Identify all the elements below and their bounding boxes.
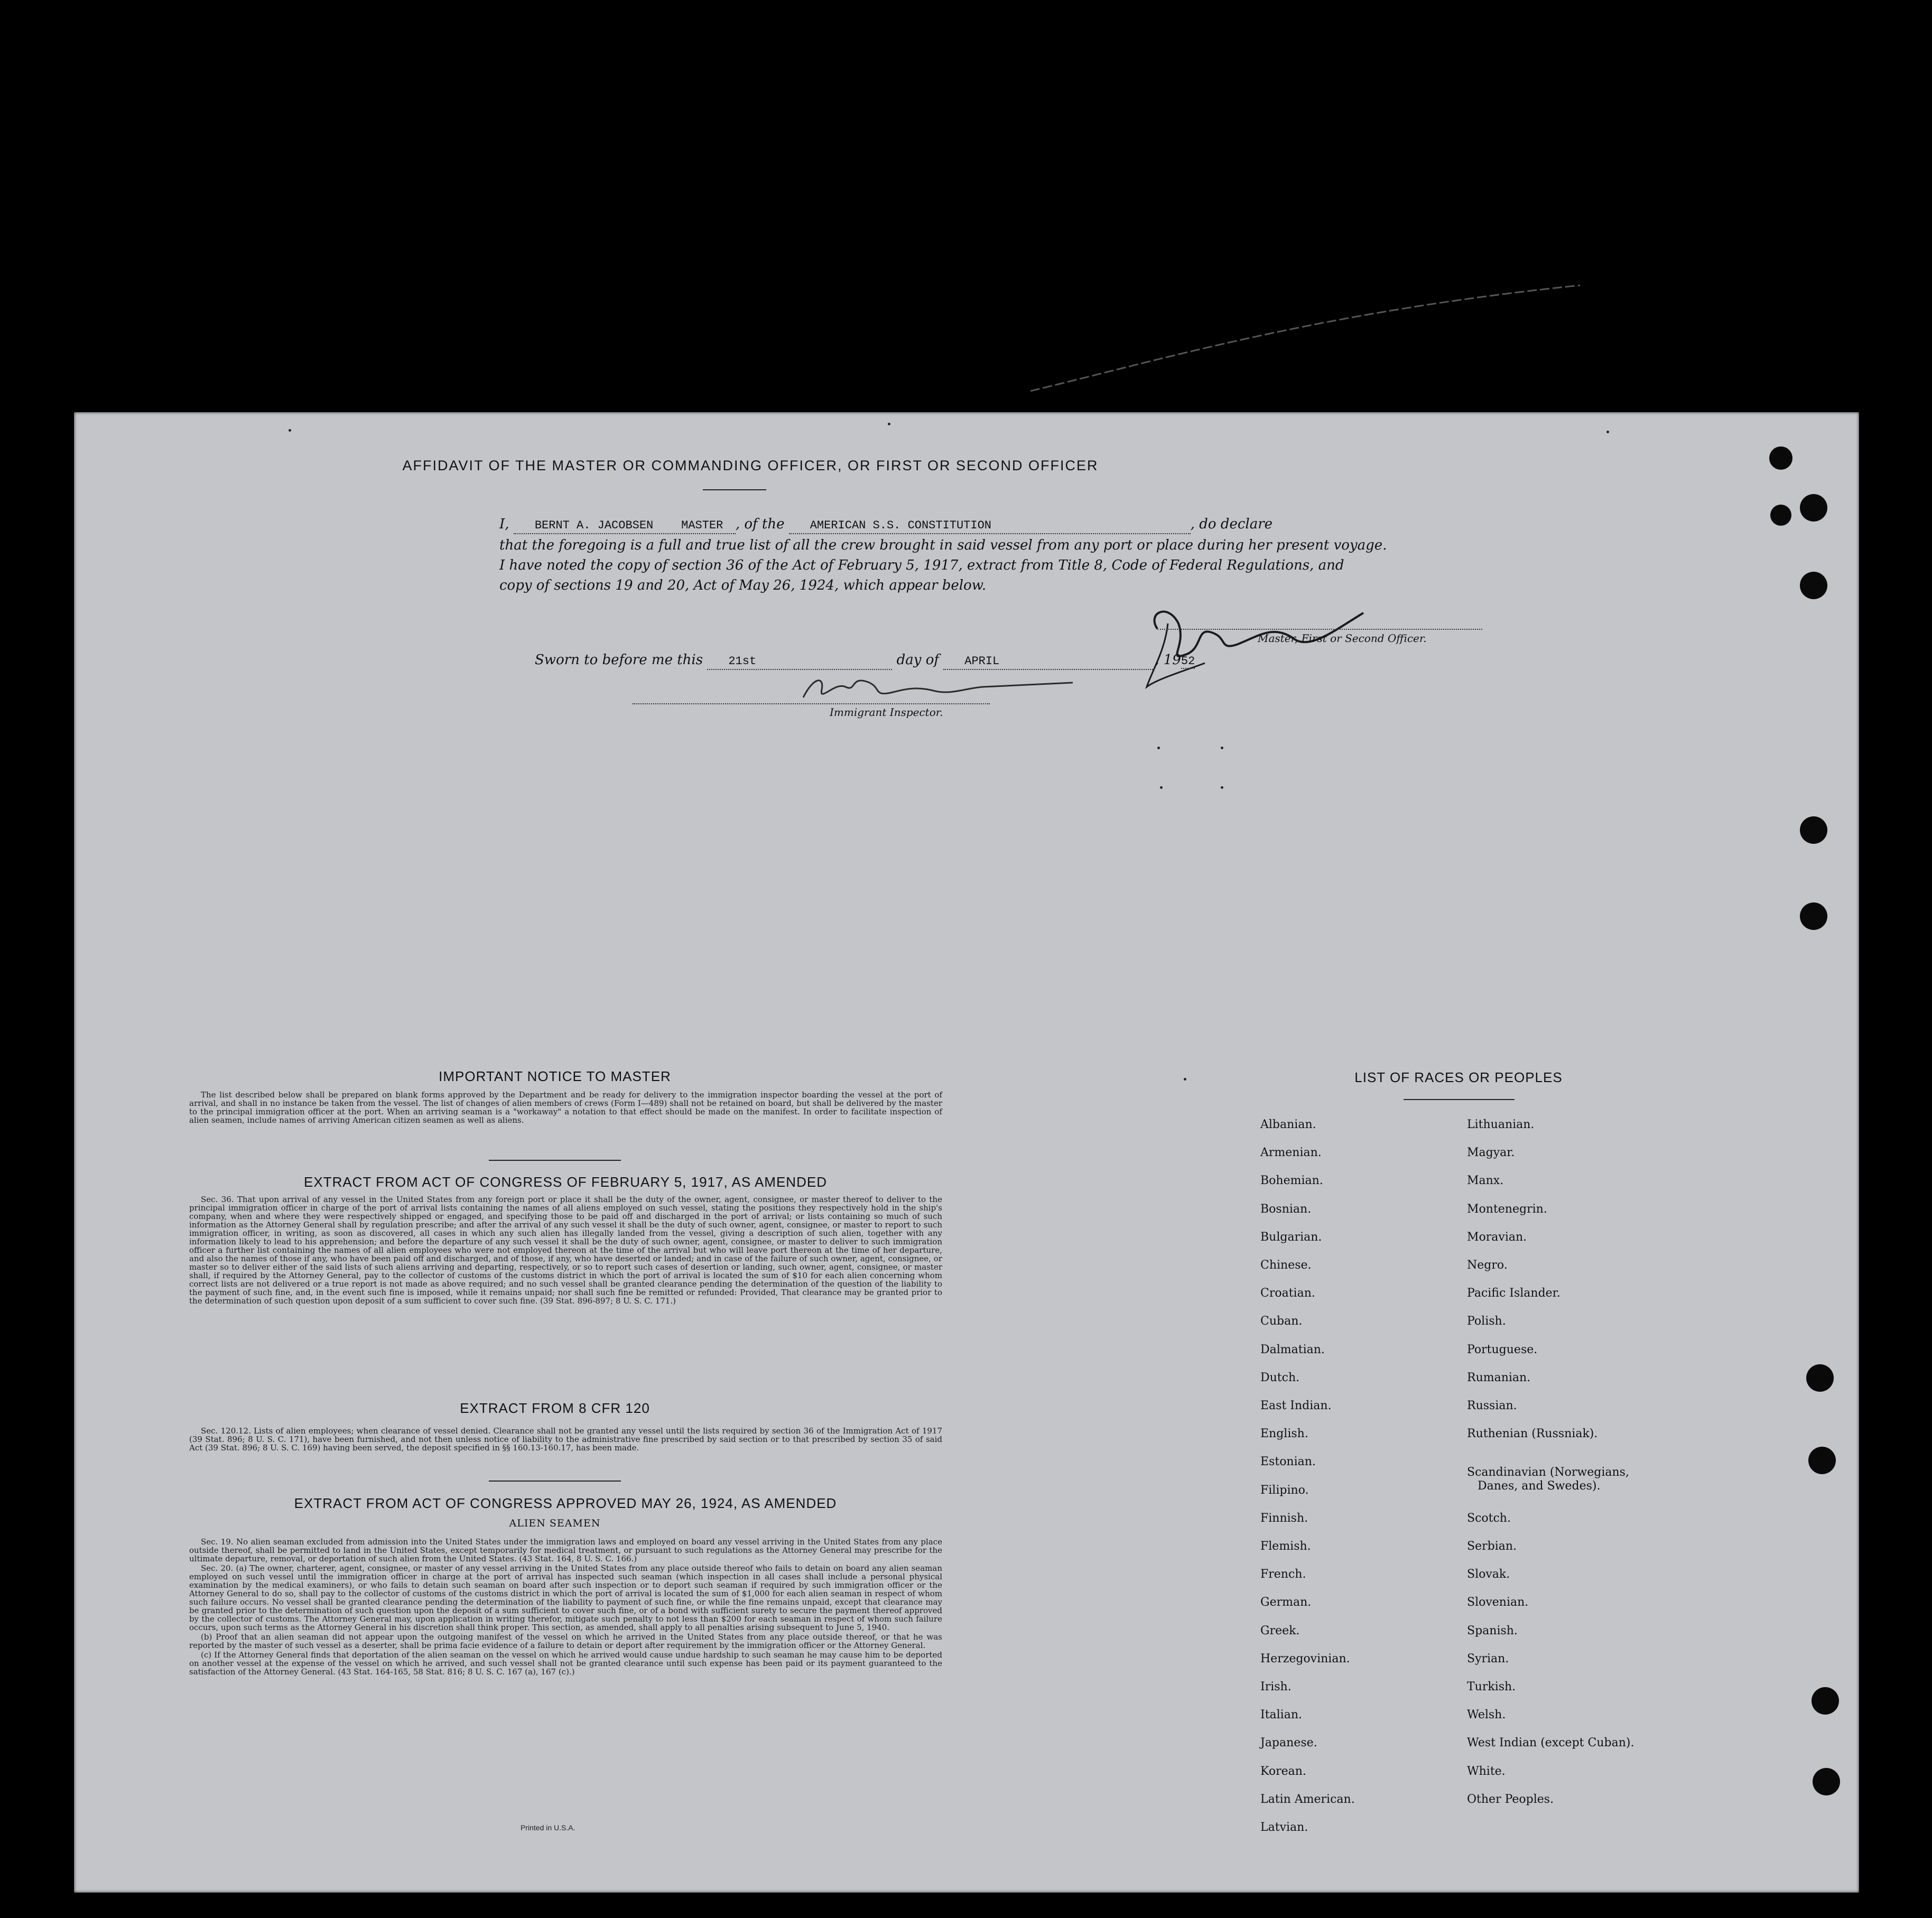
binder-hole — [1800, 816, 1827, 844]
stray-wire — [1030, 280, 1585, 396]
declaration-prefix: I, — [499, 516, 509, 532]
race-item: English. — [1260, 1427, 1308, 1440]
race-item: Negro. — [1467, 1259, 1508, 1272]
extract-1917-title: EXTRACT FROM ACT OF CONGRESS OF FEBRUARY 5, 1917, AS AMENDED — [304, 1174, 827, 1190]
race-item: Montenegrin. — [1467, 1203, 1547, 1216]
race-item: Bulgarian. — [1260, 1231, 1322, 1244]
sec-20b-paragraph: (b) Proof that an alien seaman did not appear upon the outgoing manifest of the vessel on which he arrived in the United States from any place outside thereof, or that he was reported by the master of such vessel as a deserter, shall be prima facie evidence of a failure to detain or deport after requirement by the immigration officer or the Attorney General. — [189, 1632, 942, 1650]
binder-hole — [1800, 494, 1827, 522]
printed-in-usa: Printed in U.S.A. — [521, 1823, 575, 1832]
binder-hole — [1808, 1447, 1836, 1474]
binder-hole — [1806, 1364, 1834, 1392]
declaration-suffix: , do declare — [1190, 516, 1273, 532]
race-item: Flemish. — [1260, 1540, 1311, 1553]
sworn-year: 52 — [1181, 655, 1195, 668]
notice-title: IMPORTANT NOTICE TO MASTER — [439, 1068, 671, 1084]
race-item: Moravian. — [1467, 1231, 1527, 1244]
race-item: Russian. — [1467, 1399, 1517, 1412]
notice-paragraph: The list described below shall be prepared on blank forms approved by the Department and be ready for delivery to the immigration inspector boarding the vessel at the port of arrival, and shall in no instance be taken from the vessel. The list of changes of alien members of crews (Form I—489) shall not be retained on board, but shall be delivered by the master to the principal immigration officer at the port. When an arriving seaman is a "workaway" a notation to that effect should be made on the manifest. In order to facilitate inspection of alien seamen, include names of arriving American citizen seamen as well as aliens. — [189, 1090, 942, 1125]
binder-hole — [1770, 505, 1791, 526]
race-item: White. — [1467, 1765, 1506, 1778]
sec-20c-paragraph: (c) If the Attorney General finds that deportation of the alien seaman on the vessel on which he arrived would cause undue hardship to such seaman he may cause him to be deported on another vessel at the expense of the vessel on which he arrived, and such vessel shall not be granted clearance until such expense has been paid or its payment guaranteed to the satisfaction of the Attorney General. (43 Stat. 164-165, 58 Stat. 816; 8 U. S. C. 167 (a), 167 (c).) — [189, 1650, 942, 1677]
sworn-month: APRIL — [964, 655, 1000, 668]
race-item: Scandinavian (Norwegians, — [1467, 1466, 1629, 1479]
cfr-paragraph: Sec. 120.12. Lists of alien employees; when clearance of vessel denied. Clearance shall not be granted any vessel until the lists required by section 36 of the Immigration Act of 1917 (39 Stat. 896; 8 U. S. C. 171), have been furnished, and not then unless notice of liability to the administrative fine prescribed by said section or to that prescribed by section 35 of said Act (39 Stat. 896; 8 U. S. C. 169) having been served, the deposit specified in §§ 160.13-160.17, has been made. — [189, 1426, 942, 1453]
cfr-title: EXTRACT FROM 8 CFR 120 — [460, 1400, 650, 1416]
races-rule — [1404, 1099, 1515, 1100]
paper-speck — [1221, 786, 1223, 789]
declaration-line-4: copy of sections 19 and 20, Act of May 26, 1924, which appear below. — [499, 578, 987, 593]
sworn-year-prefix: , 19 — [1155, 652, 1181, 668]
paper-speck — [1606, 431, 1609, 433]
paper-speck — [1157, 747, 1160, 749]
declaration-line-2: that the foregoing is a full and true list of all the crew brought in said vessel from any port or place during her present voyage. — [499, 537, 1387, 553]
race-item: Finnish. — [1260, 1512, 1308, 1525]
race-item: West Indian (except Cuban). — [1467, 1736, 1634, 1749]
cfr-text — [189, 1427, 942, 1453]
race-item: Manx. — [1467, 1174, 1504, 1187]
title-rule — [703, 489, 766, 490]
master-signature — [1136, 592, 1400, 697]
binder-hole — [1800, 902, 1827, 930]
race-item: Bosnian. — [1260, 1203, 1312, 1216]
master-signature-line — [1157, 629, 1482, 630]
race-item: German. — [1260, 1596, 1312, 1609]
race-item: Estonian. — [1260, 1455, 1316, 1468]
race-item: Magyar. — [1467, 1146, 1515, 1159]
race-item: Cuban. — [1260, 1315, 1303, 1328]
race-item: Polish. — [1467, 1315, 1506, 1328]
sworn-day: 21st — [728, 655, 757, 668]
officer-rank: MASTER — [681, 519, 723, 532]
race-item: Syrian. — [1467, 1652, 1509, 1665]
extract-1924-text — [189, 1538, 942, 1677]
paper-speck — [1221, 747, 1223, 749]
race-item: Dalmatian. — [1260, 1343, 1325, 1356]
race-item: Chinese. — [1260, 1259, 1312, 1272]
races-title: LIST OF RACES OR PEOPLES — [1354, 1069, 1563, 1085]
vessel-field — [789, 518, 1191, 534]
race-item: Slovak. — [1467, 1568, 1510, 1581]
declaration-line-1 — [499, 516, 1493, 534]
paper-speck — [1160, 786, 1163, 789]
race-item: Bohemian. — [1260, 1174, 1323, 1187]
race-item: Danes, and Swedes). — [1478, 1479, 1601, 1493]
sworn-prefix: Sworn to before me this — [535, 652, 703, 668]
race-item: Latvian. — [1260, 1821, 1308, 1834]
race-item: Pacific Islander. — [1467, 1287, 1561, 1300]
extract-1917-text — [189, 1195, 942, 1306]
extract-1917-paragraph: Sec. 36. That upon arrival of any vessel in the United States from any foreign port or place it shall be the duty of the owner, agent, consignee, or master thereof to deliver to the principal immigration officer in charge of the port of arrival lists containing the names of all aliens employed on such vessel, stating the positions they respectively hold in the ship's company, when and where they were respectively shipped or engaged, and specifying those to be paid off and discharged in the port of arrival; or lists containing so much of such information as the Attorney General shall by regulation prescribe; and after the arrival of any such vessel it shall be the duty of such owner, agent, consignee, or master to report to such immigration officer, in writing, as soon as discovered, all cases in which any such alien has illegally landed from the vessel, giving a description of such alien, together with any information likely to lead to his apprehension; and before the departure of any such vessel it shall be the duty of such owner, agent, consignee, or master to deliver to such immigration officer a further list containing the names of all alien employees who were not employed thereon at the time of the arrival but who will leave port thereon at the time of her departure, and also the names of those if any, who have been paid off and discharged, and of those, if any, who have deserted or landed; and in case of the failure of such owner, agent, consignee, or master so to deliver either of the said lists of such aliens arriving and departing, respectively, or so to report such cases of desertion or landing, such owner, agent, consignee, or master shall, if required by the Attorney General, pay to the collector of customs of the customs district in which the port of arrival is located the sum of $10 for each alien concerning whom correct lists are not delivered or a true report is not made as above required; and no such vessel shall be granted clearance pending the determination of the question of the liability to the payment of such fine, and, in the event such fine is imposed, while it remains unpaid; nor shall such fine be remitted or refunded: Provided, That clearance may be granted prior to the determination of such question upon deposit of a sum sufficient to cover such fine. (39 Stat. 896-897; 8 U. S. C. 171.) — [189, 1195, 942, 1306]
notice-text — [189, 1091, 942, 1125]
race-item: Dutch. — [1260, 1371, 1300, 1384]
race-item: Filipino. — [1260, 1484, 1309, 1497]
binder-hole — [1812, 1687, 1839, 1715]
race-item: Armenian. — [1260, 1146, 1322, 1159]
officer-name: BERNT A. JACOBSEN — [534, 519, 654, 532]
affidavit-title: AFFIDAVIT OF THE MASTER OR COMMANDING OFFICER, OR FIRST OR SECOND OFFICER — [402, 458, 1099, 473]
race-item: Welsh. — [1467, 1708, 1506, 1721]
race-item: Portuguese. — [1467, 1343, 1538, 1356]
sec-20a-paragraph: Sec. 20. (a) The owner, charterer, agent, consignee, or master of any vessel arriving in the United States from any place outside thereof who fails to detain on board any alien seaman employed on such vessel until the immigration officer in charge at the port of arrival has inspected such seaman (which inspection in all cases shall include a personal physical examination by the medical examiners), or who fails to detain such seaman on board after such inspection or to deport such seaman if required by such immigration officer or the Attorney General to do so, shall pay to the collector of customs of the customs district in which the port of arrival is located the sum of $1,000 for each alien seaman in respect of whom such failure occurs. No vessel shall be granted clearance pending the determination of the liability to payment of such fine, or while the fine remains unpaid, except that clearance may be granted prior to the determination of such question upon the deposit of a sum sufficient to cover such fine, or of a bond with sufficient surety to secure the payment thereof approved by the collector of customs. The Attorney General may, upon application in writing therefor, mitigate such penalty to not less than $200 for each seaman in respect of whom such failure occurs, upon such terms as the Attorney General in his discretion shall think proper. This section, as amended, shall apply to all penalties arising subsequent to June 5, 1940. — [189, 1563, 942, 1632]
race-item: Serbian. — [1467, 1540, 1517, 1553]
paper-speck — [289, 429, 291, 432]
vessel-name: AMERICAN S.S. CONSTITUTION — [810, 519, 991, 532]
race-item: Croatian. — [1260, 1287, 1315, 1300]
race-item: French. — [1260, 1568, 1306, 1581]
race-item: Ruthenian (Russniak). — [1467, 1427, 1598, 1440]
race-item: Other Peoples. — [1467, 1793, 1554, 1806]
extract-1924-title: EXTRACT FROM ACT OF CONGRESS APPROVED MAY 26, 1924, AS AMENDED — [294, 1495, 837, 1511]
race-item: Latin American. — [1260, 1793, 1355, 1806]
cfr-rule — [489, 1481, 621, 1482]
inspector-caption: Immigrant Inspector. — [830, 706, 943, 719]
binder-hole — [1800, 572, 1827, 599]
paper-speck — [888, 423, 890, 425]
extract-1924-subtitle: ALIEN SEAMEN — [509, 1517, 601, 1529]
race-item: Lithuanian. — [1467, 1118, 1535, 1131]
race-item: Scotch. — [1467, 1512, 1511, 1525]
inspector-signature — [793, 666, 1089, 708]
race-item: Irish. — [1260, 1680, 1292, 1693]
race-item: Greek. — [1260, 1624, 1300, 1637]
officer-name-field — [514, 518, 736, 534]
sec-19-paragraph: Sec. 19. No alien seaman excluded from admission into the United States under the immigration laws and employed on board any vessel arriving in the United States from any place outside thereof, shall be permitted to land in the United States, except temporarily for medical treatment, or pursuant to such regulations as the Attorney General may prescribe for the ultimate departure, removal, or deportation of such alien from the United States. (43 Stat. 164, 8 U. S. C. 166.) — [189, 1537, 942, 1563]
notice-rule — [489, 1160, 621, 1161]
race-item: Japanese. — [1260, 1736, 1317, 1749]
declaration-line-3: I have noted the copy of section 36 of the Act of February 5, 1917, extract from Title 8, Code of Federal Regulations, and — [499, 557, 1344, 573]
paper-speck — [1184, 1078, 1186, 1081]
race-item: Albanian. — [1260, 1118, 1316, 1131]
race-item: Herzegovinian. — [1260, 1652, 1350, 1665]
race-item: Italian. — [1260, 1708, 1302, 1721]
declaration-of-the: , of the — [735, 516, 785, 532]
race-item: Spanish. — [1467, 1624, 1518, 1637]
race-item: Rumanian. — [1467, 1371, 1531, 1384]
race-item: East Indian. — [1260, 1399, 1332, 1412]
binder-hole — [1813, 1768, 1840, 1795]
master-caption: Master, First or Second Officer. — [1258, 632, 1427, 645]
race-item: Slovenian. — [1467, 1596, 1529, 1609]
inspector-signature-line — [633, 703, 990, 704]
race-item: Korean. — [1260, 1765, 1306, 1778]
race-item: Turkish. — [1467, 1680, 1516, 1693]
sworn-day-of: day of — [896, 652, 939, 668]
binder-hole — [1769, 446, 1792, 470]
